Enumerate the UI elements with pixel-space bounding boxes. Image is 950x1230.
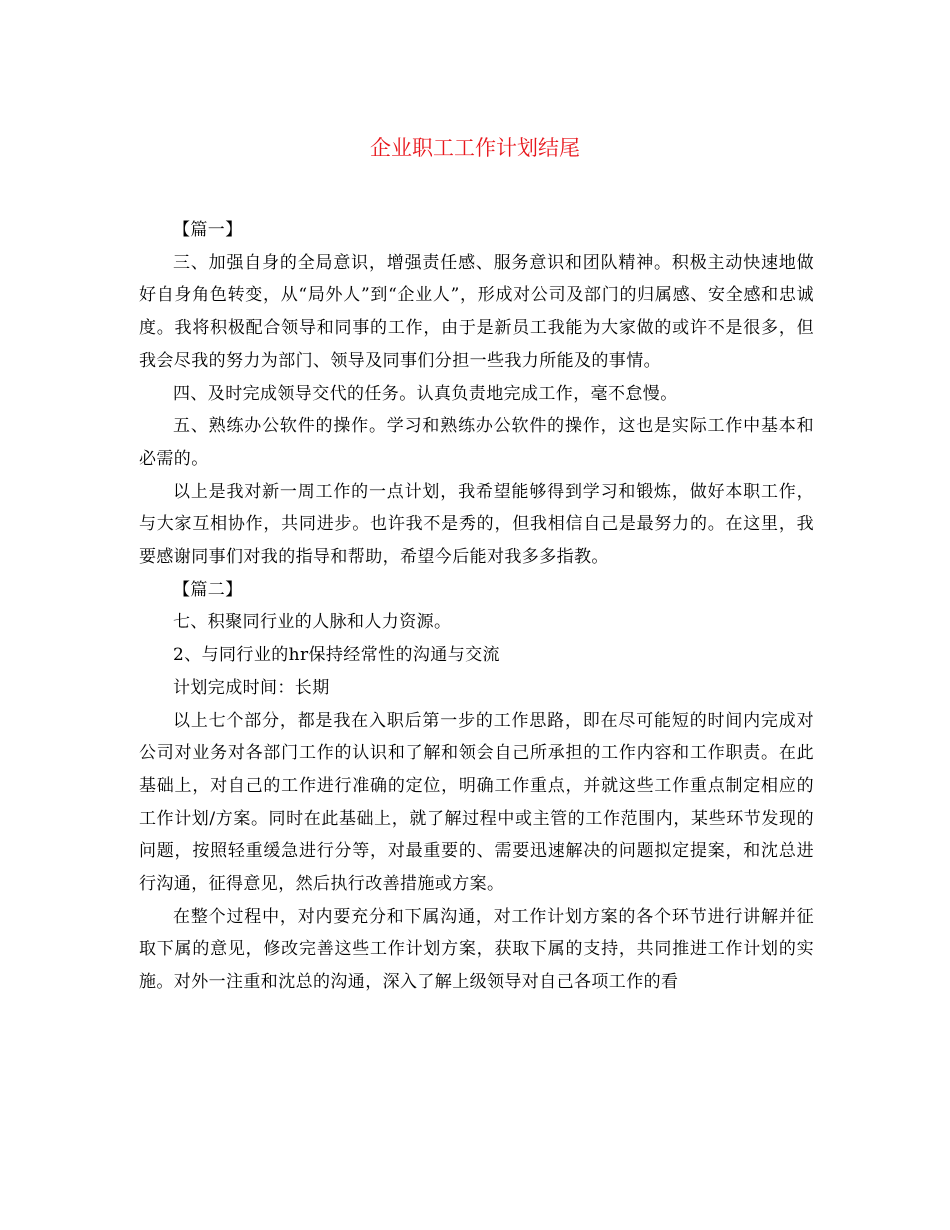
section-heading-2: 【篇二】: [173, 579, 243, 600]
paragraph: 四、及时完成领导交代的任务。认真负责地完成工作，毫不怠慢。: [173, 383, 678, 404]
document-body: [139, 214, 814, 999]
paragraph: 五、熟练办公软件的操作。学习和熟练办公软件的操作，这也是实际工作中基本和必需的。: [139, 416, 814, 469]
paragraph: 在整个过程中，对内要充分和下属沟通，对工作计划方案的各个环节进行讲解并征取下属的意见，修改完善这些工作计划方案，获取下属的支持，共同推进工作计划的实施。对外一注重和沈总的沟通，深入了解上级领导对自己各项工作的看: [139, 906, 814, 993]
paragraph: 以上七个部分，都是我在入职后第一步的工作思路，即在尽可能短的时间内完成对公司对业务对各部门工作的认识和了解和领会自己所承担的工作内容和工作职责。在此基础上，对自己的工作进行准确的定位，明确工作重点，并就这些工作重点制定相应的工作计划/方案。同时在此基础上，就了解过程中或主管的工作范围内，某些环节发现的问题，按照轻重缓急进行分等，对最重要的、需要迅速解决的问题拟定提案，和沈总进行沟通，征得意见，然后执行改善措施或方案。: [139, 710, 814, 895]
paragraph: 七、积聚同行业的人脉和人力资源。: [173, 612, 452, 633]
section-heading-1: 【篇一】: [173, 220, 243, 240]
paragraph: 以上是我对新一周工作的一点计划，我希望能够得到学习和锻炼，做好本职工作，与大家互相协作，共同进步。也许我不是秀的，但我相信自己是最努力的。在这里，我要感谢同事们对我的指导和帮助，希望今后能对我多多指教。: [139, 481, 814, 568]
paragraph: 计划完成时间：长期: [173, 677, 330, 698]
paragraph: 三、加强自身的全局意识，增强责任感、服务意识和团队精神。积极主动快速地做好自身角色转变，从“局外人”到“企业人”，形成对公司及部门的归属感、安全感和忠诚度。我将积极配合领导和同事的工作，由于是新员工我能为大家做的或许不是很多，但我会尽我的努力为部门、领导及同事们分担一些我力所能及的事情。: [139, 252, 814, 371]
document-title: 企业职工工作计划结尾: [370, 136, 580, 160]
paragraph: 2、与同行业的hr保持经常性的沟通与交流: [173, 645, 500, 666]
